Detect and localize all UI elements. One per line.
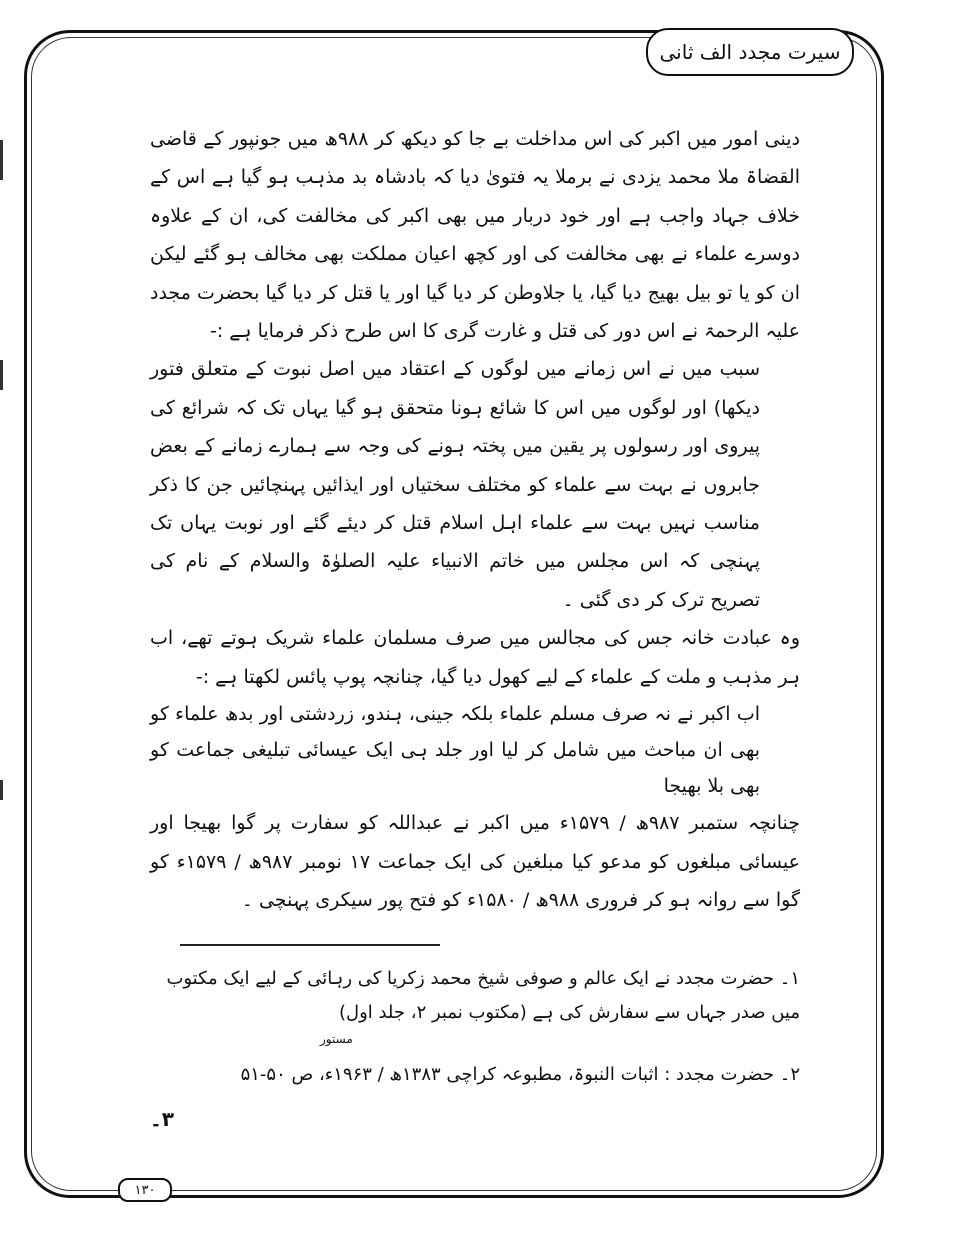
running-header xyxy=(646,28,854,76)
footnote-separator xyxy=(180,944,440,946)
scan-edge-mark xyxy=(0,360,3,390)
page-number-value: ۱۳۰ xyxy=(134,1182,156,1198)
footnote-1: ۱۔ حضرت مجدد نے ایک عالم و صوفی شیخ محمد زکریا کی رہائی کے لیے ایک مکتوب میں صدر جہاں سے سفارش کی ہے (مکتوب نمبر ۲، جلد اول) xyxy=(166,968,800,1023)
paragraph-1: دینی امور میں اکبر کی اس مداخلت بے جا کو دیکھ کر ۹۸۸ھ میں جونپور کے قاضی القضاۃ ملا محمد یزدی نے برملا یہ فتویٰ دیا کہ بادشاہ بد مذہب ہو گیا ہے اس کے خلاف جہاد واجب ہے اور خود دربار میں بھی اکبر کی مخالفت کی، ان کے علاوہ دوسرے علماء نے بھی مخالفت کی اور کچھ اعیان مملکت بھی مخالف ہو گئے لیکن ان کو یا تو بیل بھیج دیا گیا، یا جلاوطن کر دیا گیا اور یا قتل کر دیا گیا بحضرت مجدد علیہ الرحمۃ نے اس دور کی قتل و غارت گری کا اس طرح ذکر فرمایا ہے :- xyxy=(150,128,800,343)
page-body xyxy=(150,120,800,919)
footnote-1-annotation: مستور xyxy=(320,1032,353,1046)
running-header-title: سیرت مجدد الف ثانی xyxy=(659,40,841,64)
footnotes xyxy=(150,962,800,1136)
footnote-2: ۲۔ حضرت مجدد : اثبات النبوۃ، مطبوعہ کراچی ۱۳۸۳ھ / ۱۹۶۳ء، ص ۵۰-۵۱ xyxy=(240,1064,800,1085)
footnote-3: ۳۔ xyxy=(150,1107,174,1131)
scan-edge-mark xyxy=(0,780,3,800)
scan-edge-mark xyxy=(0,140,3,180)
paragraph-3: چنانچہ ستمبر ۹۸۷ھ / ۱۵۷۹ء میں اکبر نے عبداللہ کو سفارت پر گوا بھیجا اور عیسائی مبلغوں کو مدعو کیا مبلغین کی ایک جماعت ۱۷ نومبر ۹۸۷ھ / ۱۵۷۹ء کو گوا سے روانہ ہو کر فروری ۹۸۸ھ / ۱۵۸۰ء کو فتح پور سیکری پہنچی ۔ xyxy=(150,812,801,911)
paragraph-2: وہ عبادت خانہ جس کی مجالس میں صرف مسلمان علماء شریک ہوتے تھے، اب ہر مذہب و ملت کے علماء کے لیے کھول دیا گیا، چنانچہ پوپ پائس لکھتا ہے :- xyxy=(150,627,800,688)
page-number xyxy=(118,1178,172,1202)
quotation-1: سبب میں نے اس زمانے میں لوگوں کے اعتقاد میں اصل نبوت کے متعلق فتور دیکھا) اور لوگوں میں اس کا شائع ہونا متحقق ہو گیا یہاں تک کہ شرائع کی پیروی اور رسولوں پر یقین میں پختہ ہونے کی وجہ سے ہمارے زمانے کے بعض جابروں نے بہت سے علماء کو مختلف سختیاں اور ایذائیں پہنچائیں جن کا ذکر مناسب نہیں بہت سے علماء اہل اسلام قتل کر دیئے گئے اور نوبت یہاں تک پہنچی کہ اس مجلس میں خاتم الانبیاء علیہ الصلوٰۃ والسلام کے نام کی تصریح ترک کر دی گئی ۔ xyxy=(150,358,760,611)
quotation-2: اب اکبر نے نہ صرف مسلم علماء بلکہ جینی، ہندو، زردشتی اور بدھ علماء کو بھی ان مباحث میں شامل کر لیا اور جلد ہی ایک عیسائی تبلیغی جماعت کو بھی بلا بھیجا xyxy=(150,703,760,798)
